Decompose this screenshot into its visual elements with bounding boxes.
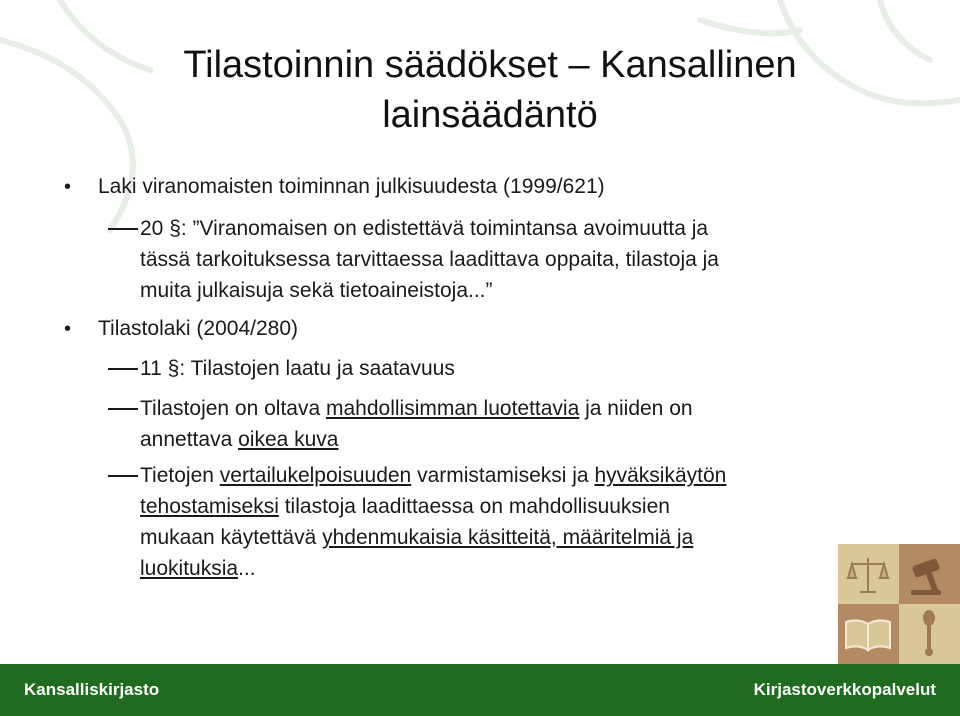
sub-2-2-line-1: [140, 394, 693, 424]
underlined-phrase: yhdenmukaisia käsitteitä, määritelmiä ja: [322, 526, 694, 549]
scales-icon: [838, 544, 899, 604]
underlined-phrase: tehostamiseksi: [140, 495, 279, 518]
underlined-phrase: luokituksia: [140, 557, 239, 580]
bullet-dot-icon: •: [64, 176, 72, 198]
dash-icon: [108, 228, 138, 230]
decorative-tiles: [838, 544, 960, 664]
dash-icon: [108, 368, 138, 370]
text-segment: Tilastojen on oltava: [140, 397, 326, 420]
sub-2-3-line-4: [140, 554, 256, 584]
gavel-tile: [899, 544, 960, 604]
open-book-icon: [838, 604, 899, 664]
quill-icon: [899, 604, 960, 664]
sub-2-3-line-3: [140, 523, 693, 553]
underlined-phrase: oikea kuva: [238, 428, 339, 451]
text-segment: tilastoja laadittaessa on mahdollisuuksien: [278, 495, 670, 518]
footer-bar: [0, 664, 960, 716]
text-segment: mukaan käytettävä: [140, 526, 323, 549]
title-line-1: Tilastoinnin säädökset – Kansallinen: [183, 44, 797, 86]
gavel-icon: [899, 544, 960, 604]
sub-1-1-line-1: 20 §: ”Viranomaisen on edistettävä toimintansa avoimuutta ja: [140, 217, 709, 240]
text-segment: ja niiden on: [579, 397, 693, 420]
footer-logo-right: Kirjastoverkkopalvelut: [753, 680, 936, 699]
slide-title: [80, 40, 900, 140]
sub-2-3-line-2: [140, 492, 670, 522]
quill-tile: [899, 604, 960, 664]
scales-tile: [838, 544, 899, 604]
bullet-2-text: Tilastolaki (2004/280): [98, 317, 298, 340]
underlined-phrase: vertailukelpoisuuden: [219, 464, 412, 487]
sub-2-2-line-2: [140, 425, 339, 455]
text-segment: ...: [238, 557, 256, 580]
title-line-2: lainsäädäntö: [382, 94, 598, 136]
bullet-dot-icon: •: [64, 318, 72, 340]
book-tile: [838, 604, 899, 664]
dash-icon: [108, 408, 138, 410]
footer-logo-left: Kansalliskirjasto: [24, 680, 160, 699]
sub-2-3-line-1: [140, 461, 726, 491]
dash-icon: [108, 475, 138, 477]
text-segment: varmistamiseksi ja: [411, 464, 595, 487]
sub-1-1-line-3: muita julkaisuja sekä tietoaineistoja...”: [140, 279, 493, 302]
bullet-1-text: Laki viranomaisten toiminnan julkisuudesta (1999/621): [98, 175, 605, 198]
sub-1-1-line-2: tässä tarkoituksessa tarvittaessa laadittava oppaita, tilastoja ja: [140, 248, 719, 271]
text-segment: annettava: [140, 428, 239, 451]
text-segment: Tietojen: [140, 464, 220, 487]
sub-2-1-text: 11 §: Tilastojen laatu ja saatavuus: [140, 357, 455, 380]
underlined-phrase: mahdollisimman luotettavia: [326, 397, 580, 420]
underlined-phrase: hyväksikäytön: [594, 464, 727, 487]
